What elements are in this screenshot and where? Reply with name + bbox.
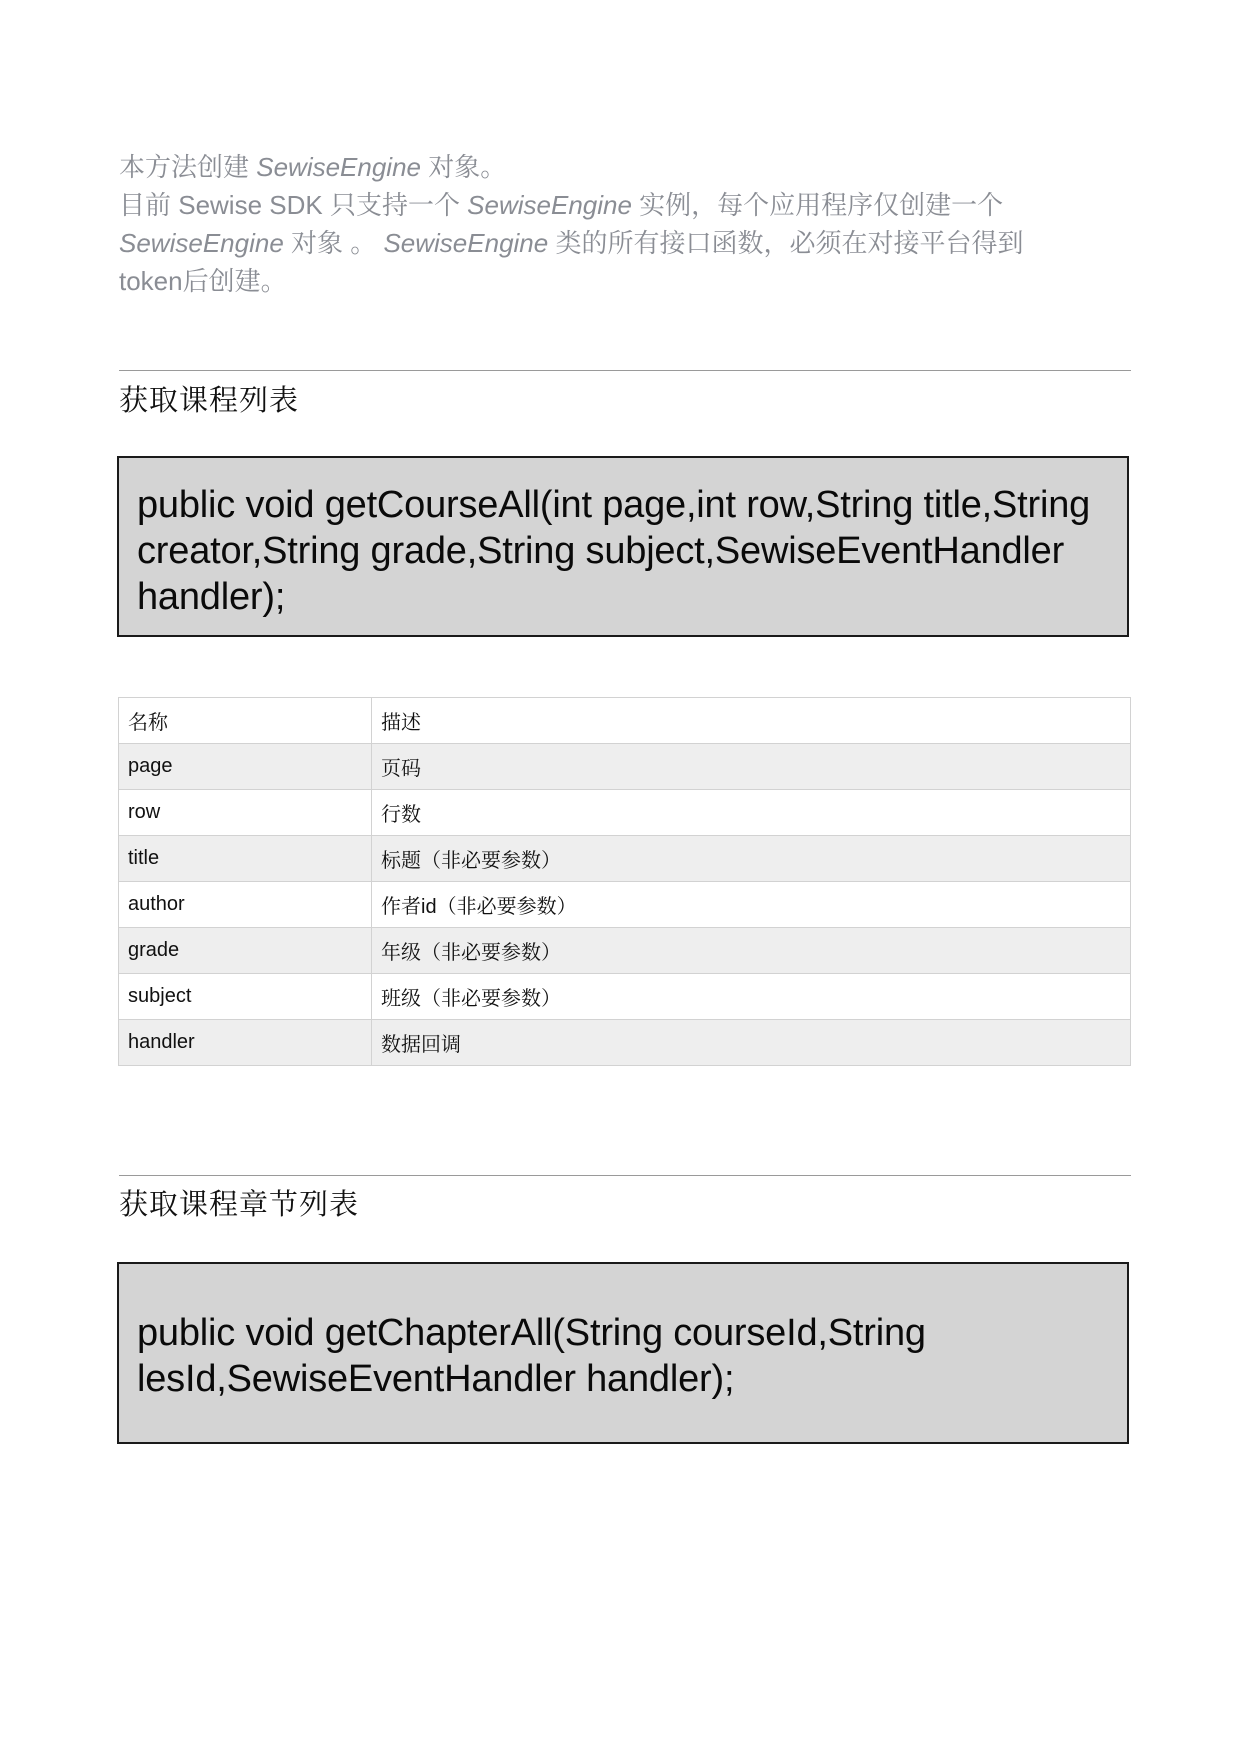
intro-text: 目前 Sewise SDK 只支持一个 bbox=[119, 190, 468, 220]
param-name-cell: grade bbox=[119, 928, 372, 974]
param-desc-cell: 班级（非必要参数） bbox=[372, 974, 1131, 1020]
param-desc-cell: 行数 bbox=[372, 790, 1131, 836]
table-header-row bbox=[119, 698, 1131, 744]
param-desc-cell: 标题（非必要参数） bbox=[372, 836, 1131, 882]
code-line: handler); bbox=[137, 576, 286, 618]
code-line: lesId,SewiseEventHandler handler); bbox=[137, 1358, 735, 1400]
table-row bbox=[119, 882, 1131, 928]
table-row bbox=[119, 790, 1131, 836]
param-desc-cell: 作者id（非必要参数） bbox=[372, 882, 1131, 928]
intro-line-2 bbox=[119, 186, 1079, 224]
table-row bbox=[119, 744, 1131, 790]
intro-text: 本方法创建 bbox=[119, 152, 257, 182]
param-name-cell: title bbox=[119, 836, 372, 882]
param-name-cell: author bbox=[119, 882, 372, 928]
section-divider bbox=[119, 1175, 1131, 1176]
table-row bbox=[119, 928, 1131, 974]
intro-text: 实例，每个应用程序仅创建一个 bbox=[631, 190, 1004, 220]
intro-line-1 bbox=[119, 148, 1079, 186]
intro-text: 类的所有接口函数，必须在对接平台得到 bbox=[548, 228, 1024, 258]
param-name-cell: row bbox=[119, 790, 372, 836]
param-desc-cell: 数据回调 bbox=[372, 1020, 1131, 1066]
intro-paragraph bbox=[119, 148, 1079, 300]
param-name-cell: page bbox=[119, 744, 372, 790]
intro-line-4: token后创建。 bbox=[119, 266, 287, 296]
class-name: SewiseEngine bbox=[119, 228, 284, 258]
code-line: public void getChapterAll(String courseId,String bbox=[137, 1312, 926, 1354]
class-name: SewiseEngine bbox=[256, 152, 422, 182]
class-name: SewiseEngine bbox=[467, 190, 632, 220]
section-title-course-list: 获取课程列表 bbox=[119, 385, 300, 417]
code-line: creator,String grade,String subject,SewiseEventHandler bbox=[137, 530, 1065, 572]
intro-line-3 bbox=[119, 224, 1079, 262]
table-row bbox=[119, 974, 1131, 1020]
table-row bbox=[119, 836, 1131, 882]
section-title-chapter-list: 获取课程章节列表 bbox=[119, 1189, 360, 1221]
param-name-cell: handler bbox=[119, 1020, 372, 1066]
section-divider bbox=[119, 370, 1131, 371]
table-row bbox=[119, 1020, 1131, 1066]
param-desc-cell: 页码 bbox=[372, 744, 1131, 790]
code-line: public void getCourseAll(int page,int row,String title,String bbox=[137, 484, 1091, 526]
intro-text: 对象。 bbox=[421, 152, 507, 182]
code-block-get-chapter-all bbox=[117, 1262, 1129, 1444]
intro-text: 对象 。 bbox=[283, 228, 384, 258]
header-cell-description: 描述 bbox=[372, 698, 1131, 744]
class-name: SewiseEngine bbox=[383, 228, 549, 258]
param-desc-cell: 年级（非必要参数） bbox=[372, 928, 1131, 974]
header-cell-name: 名称 bbox=[119, 698, 372, 744]
param-name-cell: subject bbox=[119, 974, 372, 1020]
code-block-get-course-all bbox=[117, 456, 1129, 637]
parameter-table bbox=[118, 697, 1131, 1066]
